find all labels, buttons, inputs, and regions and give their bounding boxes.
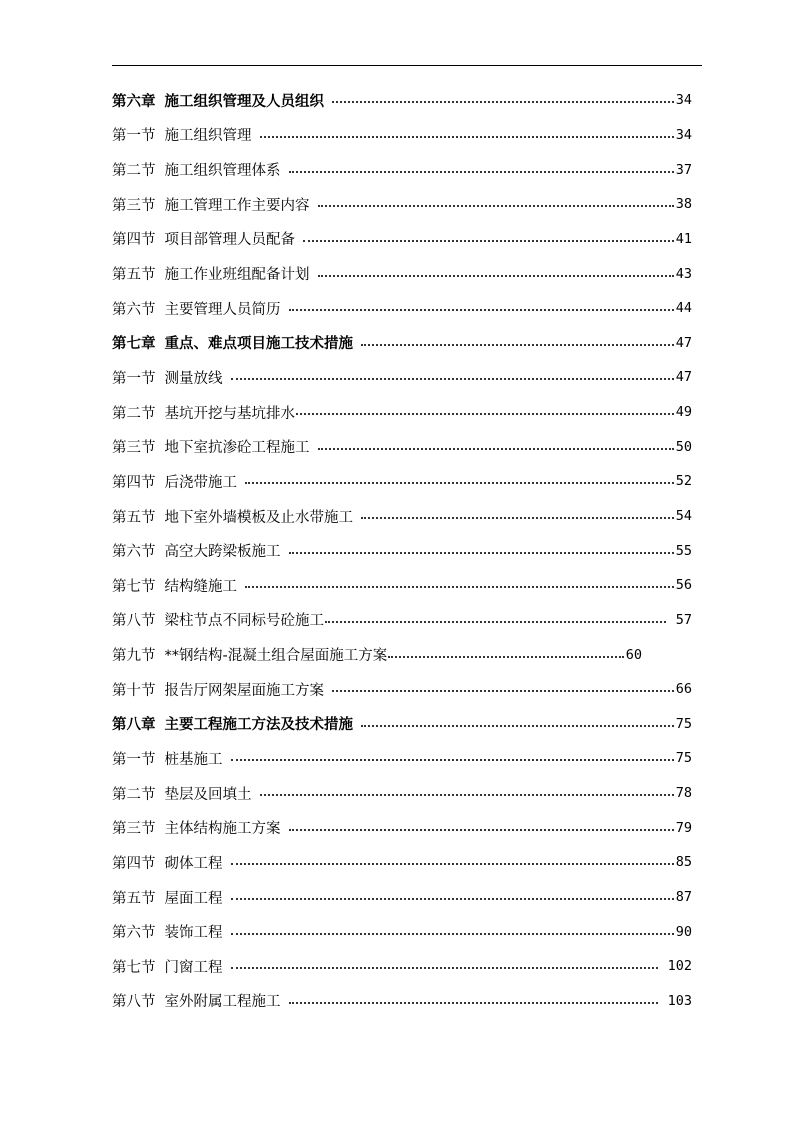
toc-entry-page: 66	[675, 681, 692, 698]
table-of-contents	[112, 83, 692, 1018]
toc-entry-title: 装饰工程	[164, 925, 223, 942]
dot-leader	[231, 759, 674, 761]
toc-entry-title: 报告厅网架屋面施工方案	[164, 682, 324, 699]
toc-entry-title: 施工组织管理及人员组织	[164, 93, 324, 110]
toc-entry-page: 49	[675, 404, 692, 421]
toc-section[interactable]	[112, 603, 692, 638]
toc-entry-title: 测量放线	[164, 370, 223, 387]
dot-leader	[289, 171, 674, 173]
toc-entry-page: 60	[625, 646, 642, 663]
toc-entry-page: 34	[675, 92, 692, 109]
toc-entry-number: 第八章	[112, 717, 156, 734]
toc-entry-page: 34	[675, 126, 692, 143]
toc-entry-number: 第四节	[112, 855, 156, 872]
toc-entry-title: 后浇带施工	[164, 474, 237, 491]
dot-leader	[361, 725, 674, 727]
dot-leader	[332, 101, 674, 103]
toc-entry-number: 第三节	[112, 440, 156, 457]
dot-leader	[318, 448, 674, 450]
toc-section[interactable]	[112, 984, 692, 1019]
toc-entry-number: 第六节	[112, 544, 156, 561]
dot-leader	[245, 482, 674, 484]
dot-leader	[325, 621, 666, 623]
toc-entry-title: 地下室外墙模板及止水带施工	[164, 509, 353, 526]
toc-entry-title: 门窗工程	[164, 959, 223, 976]
toc-entry-page: 103	[667, 992, 692, 1009]
dot-leader	[231, 863, 674, 865]
toc-entry-number: 第九节	[112, 648, 156, 665]
dot-leader	[332, 690, 674, 692]
toc-entry-page: 56	[675, 577, 692, 594]
toc-entry-page: 41	[675, 230, 692, 247]
toc-entry-number: 第七章	[112, 336, 156, 353]
toc-entry-title: 桩基施工	[164, 751, 223, 768]
dot-leader	[318, 275, 674, 277]
toc-entry-title: 梁柱节点不同标号砼施工	[164, 613, 324, 630]
toc-entry-page: 57	[675, 611, 692, 628]
toc-section[interactable]	[112, 222, 692, 257]
toc-entry-title: 施工作业班组配备计划	[164, 267, 310, 284]
toc-entry-page: 75	[675, 715, 692, 732]
toc-entry-title: 重点、难点项目施工技术措施	[164, 336, 353, 353]
toc-entry-title: 室外附属工程施工	[164, 994, 281, 1011]
toc-entry-page: 79	[675, 819, 692, 836]
toc-entry-title: 施工管理工作主要内容	[164, 197, 310, 214]
dot-leader	[231, 378, 674, 380]
toc-entry-page: 78	[675, 785, 692, 802]
dot-leader	[289, 829, 674, 831]
toc-entry-page: 44	[675, 300, 692, 317]
toc-section[interactable]	[112, 914, 692, 949]
toc-chapter-7[interactable]	[112, 325, 692, 360]
toc-section[interactable]	[112, 776, 692, 811]
header-rule	[112, 65, 702, 66]
toc-entry-page: 47	[675, 369, 692, 386]
toc-entry-page: 75	[675, 750, 692, 767]
dot-leader	[231, 933, 674, 935]
dot-leader	[289, 309, 674, 311]
toc-entry-number: 第一节	[112, 128, 156, 145]
dot-leader	[289, 1002, 658, 1004]
toc-entry-title: 主要管理人员简历	[164, 301, 281, 318]
toc-entry-title: 砌体工程	[164, 855, 223, 872]
toc-section[interactable]	[112, 152, 692, 187]
toc-entry-number: 第四节	[112, 232, 156, 249]
toc-entry-title: 垫层及回填土	[164, 786, 252, 803]
toc-entry-number: 第七节	[112, 578, 156, 595]
toc-entry-number: 第八节	[112, 994, 156, 1011]
toc-entry-number: 第六节	[112, 301, 156, 318]
toc-chapter-8[interactable]	[112, 707, 692, 742]
toc-entry-number: 第一节	[112, 370, 156, 387]
toc-entry-title: 施工组织管理体系	[164, 163, 281, 180]
toc-section[interactable]	[112, 256, 692, 291]
toc-section[interactable]	[112, 810, 692, 845]
toc-entry-number: 第二节	[112, 405, 156, 422]
toc-entry-page: 102	[667, 958, 692, 975]
toc-entry-page: 55	[675, 542, 692, 559]
toc-entry-page: 50	[675, 438, 692, 455]
toc-entry-title: 高空大跨梁板施工	[164, 544, 281, 561]
dot-leader	[289, 552, 674, 554]
toc-entry-page: 47	[675, 334, 692, 351]
toc-section[interactable]	[112, 533, 692, 568]
toc-entry-number: 第五节	[112, 890, 156, 907]
toc-section[interactable]	[112, 672, 692, 707]
toc-chapter-6[interactable]	[112, 83, 692, 118]
toc-entry-page: 37	[675, 161, 692, 178]
dot-leader	[231, 967, 658, 969]
dot-leader	[318, 205, 674, 207]
toc-section[interactable]	[112, 568, 692, 603]
toc-section[interactable]	[112, 118, 692, 153]
toc-section[interactable]	[112, 291, 692, 326]
dot-leader	[260, 136, 674, 138]
toc-section[interactable]	[112, 360, 692, 395]
toc-entry-number: 第三节	[112, 197, 156, 214]
toc-section[interactable]	[112, 845, 692, 880]
toc-entry-page: 85	[675, 854, 692, 871]
dot-leader	[361, 517, 674, 519]
toc-entry-number: 第五节	[112, 509, 156, 526]
toc-entry-title: 主体结构施工方案	[164, 821, 281, 838]
toc-entry-page: 43	[675, 265, 692, 282]
toc-entry-number: 第六章	[112, 93, 156, 110]
toc-section[interactable]	[112, 464, 692, 499]
toc-entry-title: 施工组织管理	[164, 128, 252, 145]
toc-entry-number: 第一节	[112, 751, 156, 768]
dot-leader	[245, 586, 674, 588]
toc-entry-number: 第十节	[112, 682, 156, 699]
toc-entry-number: 第四节	[112, 474, 156, 491]
toc-section[interactable]	[112, 429, 692, 464]
dot-leader	[260, 794, 674, 796]
toc-section[interactable]	[112, 395, 692, 430]
toc-section[interactable]	[112, 499, 692, 534]
toc-section[interactable]	[112, 741, 692, 776]
toc-entry-page: 38	[675, 196, 692, 213]
toc-entry-title: 结构缝施工	[164, 578, 237, 595]
toc-entry-title: 项目部管理人员配备	[164, 232, 295, 249]
toc-entry-page: 87	[675, 889, 692, 906]
toc-entry-page: 90	[675, 923, 692, 940]
toc-entry-title: 主要工程施工方法及技术措施	[164, 717, 353, 734]
toc-section[interactable]	[112, 880, 692, 915]
toc-entry-number: 第二节	[112, 786, 156, 803]
toc-section[interactable]	[112, 187, 692, 222]
toc-entry-page: 54	[675, 508, 692, 524]
toc-entry-page: 52	[675, 473, 692, 490]
toc-section[interactable]	[112, 949, 692, 984]
toc-entry-number: 第三节	[112, 821, 156, 838]
toc-entry-title: 屋面工程	[164, 890, 223, 907]
toc-section[interactable]	[112, 637, 642, 672]
toc-entry-number: 第二节	[112, 163, 156, 180]
dot-leader	[361, 344, 674, 346]
dot-leader	[231, 898, 674, 900]
toc-entry-number: 第五节	[112, 267, 156, 284]
dot-leader	[296, 413, 674, 415]
toc-entry-title: 基坑开挖与基坑排水	[164, 405, 295, 422]
toc-entry-number: 第八节	[112, 613, 156, 630]
toc-entry-number: 第六节	[112, 925, 156, 942]
dot-leader	[388, 656, 624, 658]
toc-entry-title: 地下室抗渗砼工程施工	[164, 440, 310, 457]
dot-leader	[303, 240, 674, 242]
toc-entry-number: 第七节	[112, 959, 156, 976]
toc-entry-title: **钢结构-混凝土组合屋面施工方案	[164, 648, 388, 665]
